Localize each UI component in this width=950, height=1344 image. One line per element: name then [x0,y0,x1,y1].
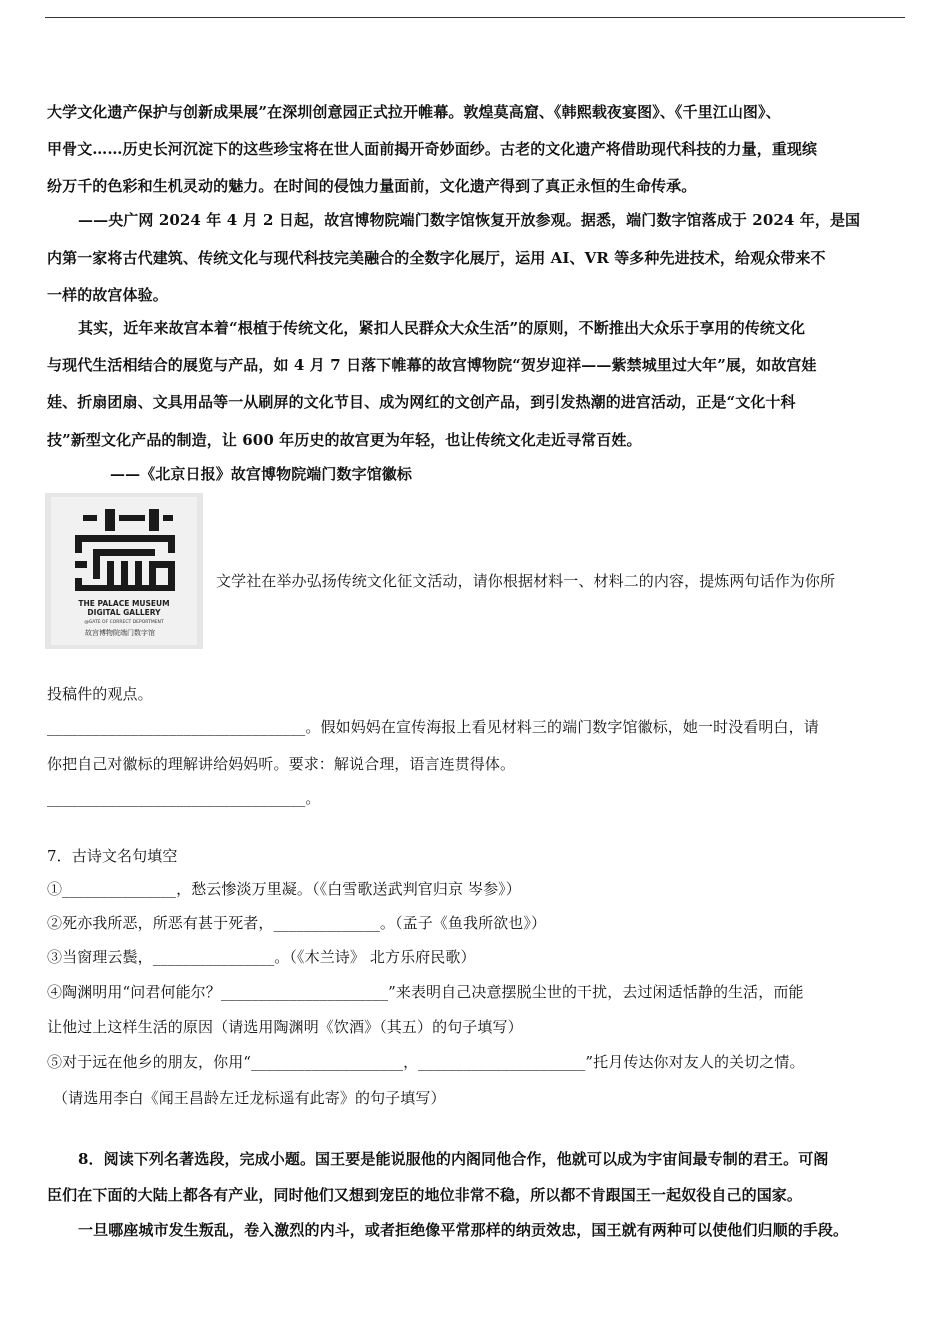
material-two-line-5: 与现代生活相结合的展览与产品，如 4 月 7 日落下帷幕的故宫博物院“贺岁迎祥——紫禁城里过大年”展，如故宫娃 [47,356,817,374]
logo-en-line-1: THE PALACE MUSEUM [78,599,170,608]
q6-part2-text: 。假如妈妈在宣传海报上看见材料三的端门数字馆徽标，她一时没看明白，请 [305,718,819,736]
q6-prompt: 文学社在举办弘扬传统文化征文活动，请你根据材料一、材料二的内容，提炼两句话作为你所 [216,572,836,590]
q7-item-5: ⑤对于远在他乡的朋友，你用“____________________，______________________”托月传达你对友人的关切之情。 [47,1053,805,1071]
material-two-line-7: 技”新型文化产品的制造，让 600 年历史的故宫更为年轻，也让传统文化走近寻常百姓。 [47,431,642,449]
q6-part2-text-cont: 你把自己对徽标的理解讲给妈妈听。要求：解说合理，语言连贯得体。 [47,755,516,773]
material-two-line-1: ——央广网 2024 年 4 月 2 日起，故宫博物院端门数字馆恢复开放参观。据悉，端门数字馆落成于 2024 年，是国 [78,211,861,229]
q8-line-2: 臣们在下面的大陆上都各有产业，同时他们又想到宠臣的地位非常不稳，所以都不肯跟国王一起奴役自己的国家。 [47,1186,803,1204]
header-rule [45,17,905,18]
logo-en-line-3: @GATE OF CORRECT DEPORTMENT [84,620,164,625]
logo-cn-line: 故宫博物院端门数字馆 [85,629,155,637]
q8-line-3: 一旦哪座城市发生叛乱，卷入激烈的内斗，或者拒绝像平常那样的纳贡效忠，国王就有两种可以使他们归顺的手段。 [78,1221,849,1239]
q6-blank-1[interactable]: __________________________________ [47,718,306,736]
material-two-source: ——《北京日报》故宫博物院端门数字馆徽标 [110,465,413,483]
q6-answer-line-1 [47,717,819,737]
q6-end-mark: 。 [305,789,321,807]
palace-museum-digital-gallery-logo-icon [45,493,203,649]
q6-answer-line-2 [47,788,321,808]
material-two-line-3: 一样的故宫体验。 [47,286,168,304]
logo-en-line-2: DIGITAL GALLERY [87,608,161,617]
q8-line-1: 8．阅读下列名著选段，完成小题。国王要是能说服他的内阁同他合作，他就可以成为宇宙间最专制的君王。可阁 [78,1150,829,1168]
material-two-line-4: 其实，近年来故宫本着“根植于传统文化，紧扣人民群众大众生活”的原则，不断推出大众乐于享用的传统文化 [78,319,806,337]
material-one-line-1: 大学文化遗产保护与创新成果展”在深圳创意园正式拉开帷幕。敦煌莫高窟、《韩熙载夜宴图》、《千里江山图》、 [47,103,781,121]
material-two-line-6: 娃、折扇团扇、文具用品等一从刷屏的文化节目、成为网红的文创产品，到引发热潮的进宫活动，正是“文化十科 [47,393,796,411]
q7-title: 7．古诗文名句填空 [47,847,178,865]
q7-item-4-note: 让他过上这样生活的原因（请选用陶渊明《饮酒》（其五）的句子填写） [47,1018,523,1036]
material-one-line-2: 甲骨文……历史长河沉淀下的这些珍宝将在世人面前揭开奇妙面纱。古老的文化遗产将借助现代科技的力量，重现缤 [47,140,818,158]
q6-prompt-continued: 投稿件的观点。 [47,685,153,703]
material-one-line-3: 纷万千的色彩和生机灵动的魅力。在时间的侵蚀力量面前，文化遗产得到了真正永恒的生命传承。 [47,177,697,195]
q7-item-2: ②死亦我所恶，所恶有甚于死者，______________。（孟子《鱼我所欲也》） [47,914,547,932]
q6-blank-2[interactable]: __________________________________ [47,789,306,807]
q7-item-5-note: （请选用李白《闻王昌龄左迁龙标遥有此寄》的句子填写） [53,1089,446,1107]
material-two-line-2: 内第一家将古代建筑、传统文化与现代科技完美融合的全数字化展厅，运用 AI、VR 等多种先进技术，给观众带来不 [47,249,826,267]
q7-item-1: ①_______________，愁云惨淡万里凝。（《白雪歌送武判官归京 岑参》） [47,880,521,898]
q7-item-4: ④陶渊明用“问君何能尔？______________________”来表明自己决意摆脱尘世的干扰，去过闲适恬静的生活，而能 [47,983,804,1001]
q7-item-3: ③当窗理云鬓，________________。（《木兰诗》 北方乐府民歌） [47,948,476,966]
duanmen-gallery-logo [45,493,203,649]
